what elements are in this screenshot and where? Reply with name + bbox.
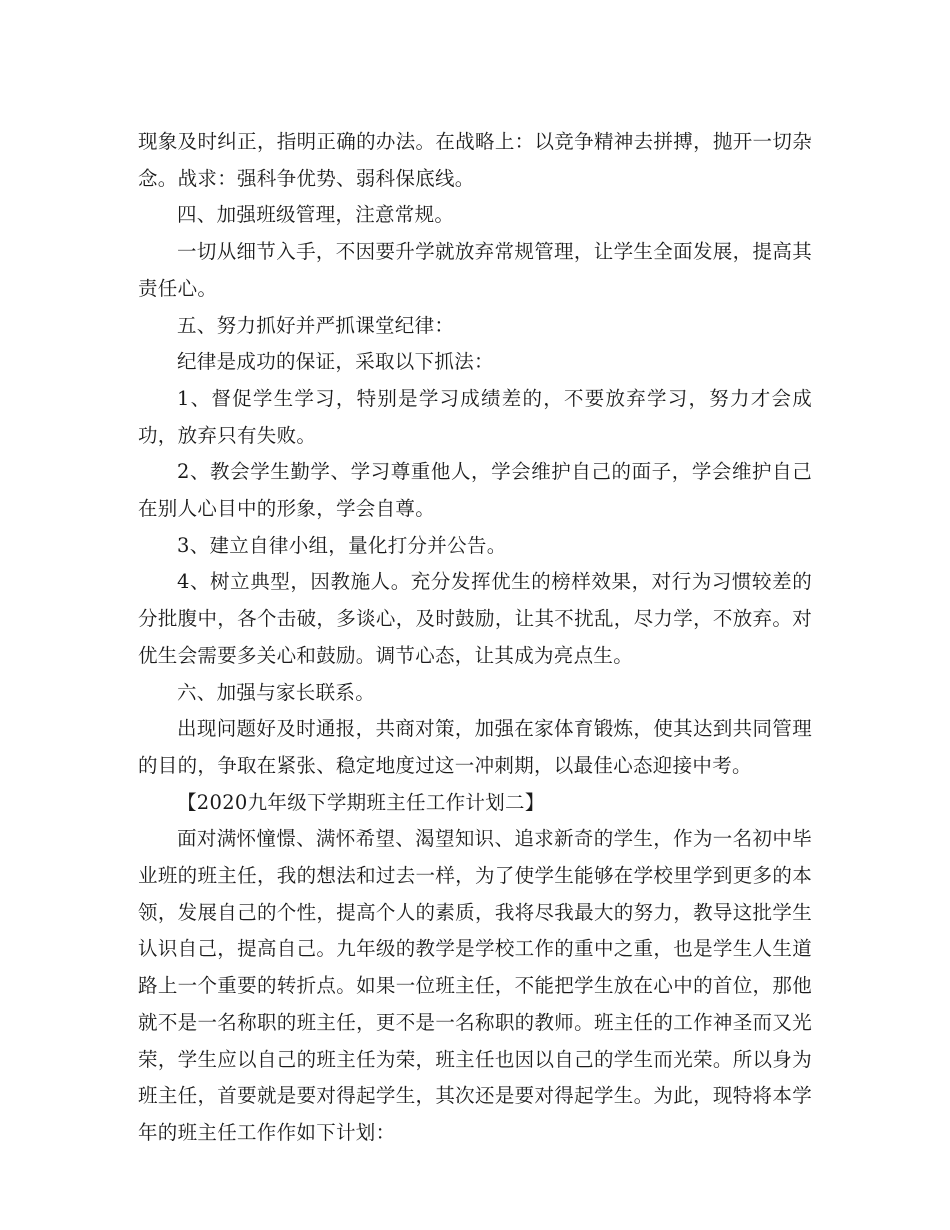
list-item: 1、督促学生学习，特别是学习成绩差的，不要放弃学习，努力才会成功，放弃只有失败。 — [138, 386, 812, 447]
list-item: 2、教会学生勤学、学习尊重他人，学会维护自己的面子，学会维护自己在别人心目中的形象，学会自尊。 — [138, 460, 812, 521]
document-body — [138, 124, 812, 1152]
paragraph: 面对满怀憧憬、满怀希望、渴望知识、追求新奇的学生，作为一名初中毕业班的班主任，我的想法和过去一样，为了使学生能够在学校里学到更多的本领，发展自己的个性，提高个人的素质，我将尽我最大的努力，教导这批学生认识自己，提高自己。九年级的教学是学校工作的重中之重，也是学生人生道路上一个重要的转折点。如果一位班主任，不能把学生放在心中的首位，那他就不是一名称职的班主任，更不是一名称职的教师。班主任的工作神圣而又光荣，学生应以自己的班主任为荣，班主任也因以自己的学生而光荣。所以身为班主任，首要就是要对得起学生，其次还是要对得起学生。为此，现特将本学年的班主任工作作如下计划： — [138, 827, 812, 1144]
paragraph: 一切从细节入手，不因要升学就放弃常规管理，让学生全面发展，提高其责任心。 — [138, 240, 812, 300]
paragraph: 出现问题好及时通报，共商对策，加强在家体育锻炼，使其达到共同管理的目的，争取在紧张、稳定地度过这一冲刺期，以最佳心态迎接中考。 — [138, 717, 812, 777]
paragraph: 纪律是成功的保证，采取以下抓法： — [177, 350, 494, 374]
section-heading-5: 五、努力抓好并严抓课堂纪律： — [177, 313, 455, 337]
paragraph-continuation: 现象及时纠正，指明正确的办法。在战略上：以竞争精神去拼搏，抛开一切杂念。战求：强科争优势、弱科保底线。 — [138, 130, 812, 190]
list-item: 4、树立典型，因教施人。充分发挥优生的榜样效果，对行为习惯较差的分批腹中，各个击破，多谈心，及时鼓励，让其不扰乱，尽力学，不放弃。对优生会需要多关心和鼓励。调节心态，让其成为亮点生。 — [138, 570, 812, 667]
plan-two-title: 【2020九年级下学期班主任工作计划二】 — [177, 790, 545, 814]
list-item: 3、建立自律小组，量化打分并公告。 — [177, 533, 507, 557]
section-heading-6: 六、加强与家长联系。 — [177, 680, 376, 704]
section-heading-4: 四、加强班级管理，注意常规。 — [177, 203, 455, 227]
